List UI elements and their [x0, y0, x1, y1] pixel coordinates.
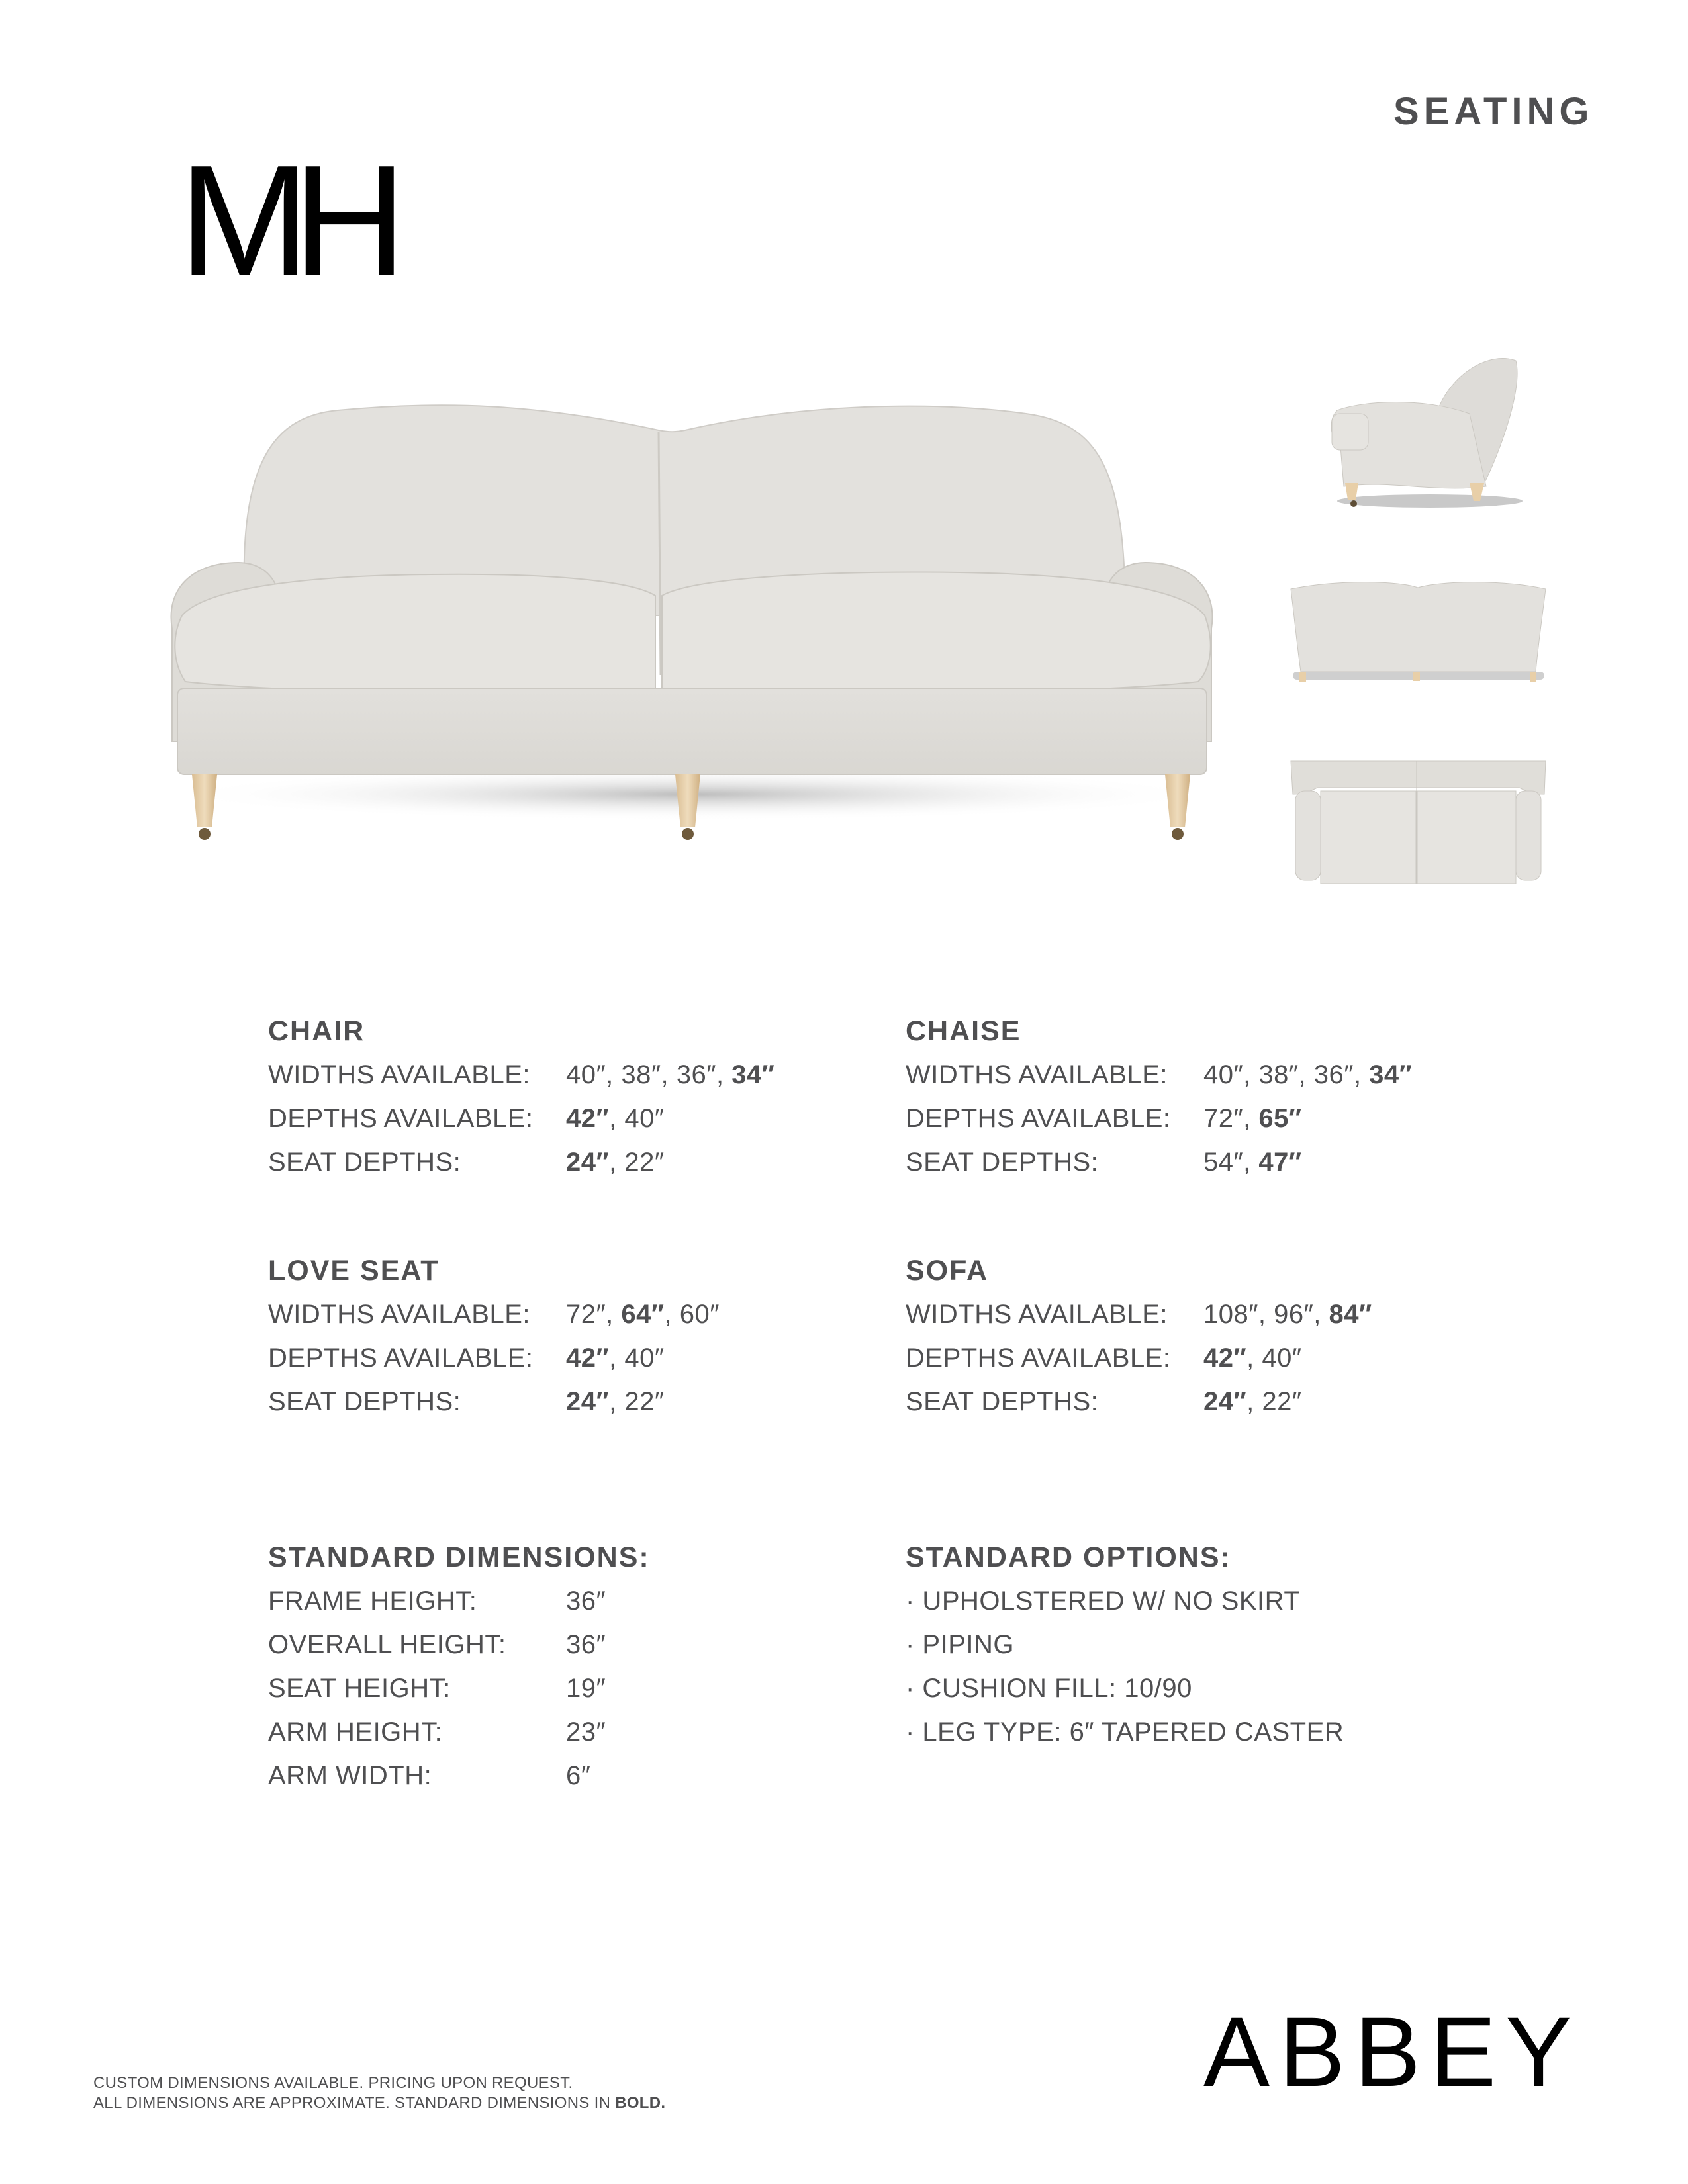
footer-line-2-bold: BOLD. [615, 2094, 666, 2112]
sofa-front-image [165, 397, 1218, 847]
spec-values: 108″, 96″, 84″ [1203, 1300, 1372, 1329]
spec-row-widths [906, 1293, 1534, 1336]
category-title: SEATING [1393, 90, 1594, 133]
option-value: 96″ [1274, 1300, 1314, 1329]
standard-value: 34″ [731, 1060, 775, 1089]
section-title: CHAIR [268, 1015, 365, 1047]
dimension-label: FRAME HEIGHT: [268, 1586, 477, 1615]
section-title: SOFA [906, 1255, 989, 1287]
option-item [906, 1710, 1534, 1754]
spec-row-seat-depths [906, 1380, 1534, 1424]
spec-label: DEPTHS AVAILABLE: [906, 1343, 1171, 1373]
option-value: 36″ [1313, 1060, 1354, 1089]
option-text: · UPHOLSTERED W/ NO SKIRT [906, 1586, 1301, 1615]
spec-label: SEAT DEPTHS: [268, 1387, 461, 1416]
standard-value: 64″ [621, 1300, 665, 1329]
standard-value: 65″ [1258, 1104, 1302, 1133]
section-chaise [906, 1009, 1534, 1184]
option-value: 22″ [624, 1148, 665, 1177]
spec-values: 72″, 64″, 60″ [566, 1300, 720, 1329]
brand-logo-mh: MH [179, 133, 390, 308]
standard-value: 47″ [1258, 1148, 1302, 1177]
product-name-logo: ABBEY [1203, 1996, 1581, 2107]
option-value: 40″ [624, 1343, 665, 1373]
standard-value: 42″ [566, 1343, 610, 1373]
option-value: 40″ [1203, 1060, 1244, 1089]
spec-row-depths [268, 1097, 897, 1140]
spec-values: 40″, 38″, 36″, 34″ [1203, 1060, 1413, 1089]
spec-values: 54″, 47″ [1203, 1148, 1302, 1177]
dimension-label: SEAT HEIGHT: [268, 1674, 451, 1703]
option-value: 60″ [679, 1300, 720, 1329]
spec-label: DEPTHS AVAILABLE: [268, 1343, 534, 1373]
section-title: CHAISE [906, 1015, 1021, 1047]
spec-values: 24″, 22″ [566, 1387, 665, 1416]
spec-values: 42″, 40″ [1203, 1343, 1302, 1373]
standard-value: 34″ [1369, 1060, 1413, 1089]
spec-label: DEPTHS AVAILABLE: [268, 1104, 534, 1133]
sofa-top-image [1288, 758, 1549, 884]
section-standard-dimensions [268, 1535, 897, 1797]
option-value: 38″ [1258, 1060, 1299, 1089]
spec-values: 42″, 40″ [566, 1104, 665, 1133]
chaise-side-image [1324, 347, 1523, 510]
spec-row-seat-depths [268, 1380, 897, 1424]
option-text: · LEG TYPE: 6″ TAPERED CASTER [906, 1717, 1344, 1747]
section-chair [268, 1009, 897, 1184]
dimension-row [268, 1623, 897, 1666]
spec-values: 72″, 65″ [1203, 1104, 1302, 1133]
spec-values: 24″, 22″ [1203, 1387, 1302, 1416]
spec-row-depths [268, 1336, 897, 1380]
standard-value: 42″ [566, 1104, 610, 1133]
option-text: · PIPING [906, 1630, 1015, 1659]
standard-value: 84″ [1329, 1300, 1372, 1329]
dimension-value: 23″ [566, 1717, 606, 1747]
spec-label: SEAT DEPTHS: [906, 1387, 1099, 1416]
option-item [906, 1623, 1534, 1666]
spec-row-depths [906, 1097, 1534, 1140]
option-value: 40″ [566, 1060, 606, 1089]
spec-label: WIDTHS AVAILABLE: [906, 1060, 1168, 1089]
dimension-value: 36″ [566, 1586, 606, 1615]
spec-label: SEAT DEPTHS: [268, 1148, 461, 1177]
spec-row-widths [268, 1293, 897, 1336]
spec-values: 40″, 38″, 36″, 34″ [566, 1060, 775, 1089]
spec-label: WIDTHS AVAILABLE: [268, 1300, 531, 1329]
footer-disclaimer [93, 2073, 665, 2113]
section-title: STANDARD OPTIONS: [906, 1541, 1231, 1573]
option-value: 40″ [1262, 1343, 1302, 1373]
dimension-row [268, 1579, 897, 1623]
footer-line-2 [93, 2093, 665, 2113]
section-love-seat [268, 1249, 897, 1424]
dimension-value: 36″ [566, 1630, 606, 1659]
dimension-label: ARM WIDTH: [268, 1761, 432, 1790]
standard-value: 42″ [1203, 1343, 1247, 1373]
option-value: 72″ [566, 1300, 606, 1329]
option-item [906, 1579, 1534, 1623]
section-title: STANDARD DIMENSIONS: [268, 1541, 650, 1573]
spec-row-depths [906, 1336, 1534, 1380]
section-sofa [906, 1249, 1534, 1424]
standard-value: 24″ [566, 1148, 610, 1177]
option-value: 22″ [1262, 1387, 1302, 1416]
option-value: 54″ [1203, 1148, 1244, 1177]
standard-value: 24″ [566, 1387, 610, 1416]
spec-values: 42″, 40″ [566, 1343, 665, 1373]
spec-row-widths [268, 1053, 897, 1097]
spec-label: WIDTHS AVAILABLE: [906, 1300, 1168, 1329]
section-standard-options [906, 1535, 1534, 1754]
footer-line-2-text: ALL DIMENSIONS ARE APPROXIMATE. STANDARD DIMENSIONS IN [93, 2094, 616, 2112]
spec-label: SEAT DEPTHS: [906, 1148, 1099, 1177]
spec-label: WIDTHS AVAILABLE: [268, 1060, 531, 1089]
option-value: 22″ [624, 1387, 665, 1416]
option-value: 36″ [676, 1060, 716, 1089]
dimension-row [268, 1710, 897, 1754]
option-item [906, 1666, 1534, 1710]
option-text: · CUSHION FILL: 10/90 [906, 1674, 1192, 1703]
dimension-label: OVERALL HEIGHT: [268, 1630, 506, 1659]
spec-row-widths [906, 1053, 1534, 1097]
section-title: LOVE SEAT [268, 1255, 440, 1287]
option-value: 38″ [621, 1060, 661, 1089]
option-value: 108″ [1203, 1300, 1258, 1329]
dimension-value: 19″ [566, 1674, 606, 1703]
sofa-back-image [1288, 576, 1549, 688]
footer-line-1: CUSTOM DIMENSIONS AVAILABLE. PRICING UPON REQUEST. [93, 2074, 573, 2092]
standard-value: 24″ [1203, 1387, 1247, 1416]
dimension-value: 6″ [566, 1761, 591, 1790]
dimension-row [268, 1754, 897, 1797]
spec-row-seat-depths [906, 1140, 1534, 1184]
dimension-label: ARM HEIGHT: [268, 1717, 443, 1747]
spec-label: DEPTHS AVAILABLE: [906, 1104, 1171, 1133]
option-value: 72″ [1203, 1104, 1244, 1133]
spec-row-seat-depths [268, 1140, 897, 1184]
option-value: 40″ [624, 1104, 665, 1133]
dimension-row [268, 1666, 897, 1710]
spec-values: 24″, 22″ [566, 1148, 665, 1177]
